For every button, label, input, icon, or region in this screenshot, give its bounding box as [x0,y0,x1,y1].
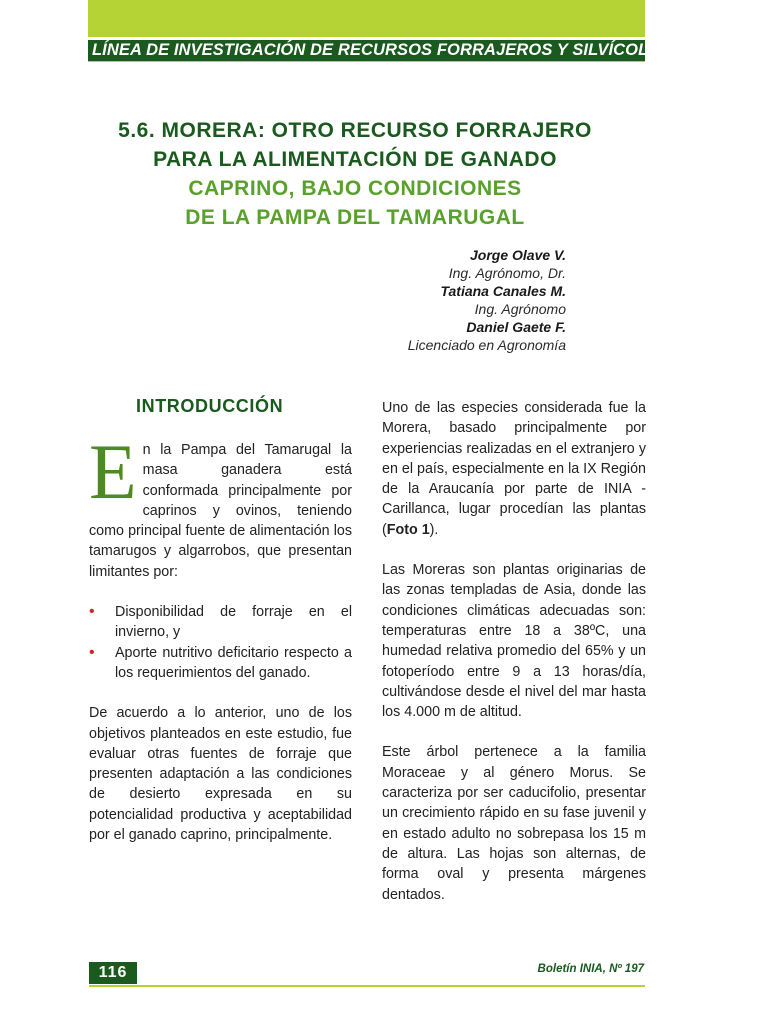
publication-name: Boletín INIA, Nº 197 [537,963,644,975]
photo-reference: Foto 1 [386,521,430,538]
author-credential: Ing. Agrónomo [474,301,566,317]
author-list [408,246,566,354]
paragraph-gap [382,722,646,742]
title-line-4: DE LA PAMPA DEL TAMARUGAL [185,206,525,229]
bullet-icon: • [89,603,95,621]
drop-cap: E [89,428,137,515]
footer-rule [89,985,645,987]
author-name: Jorge Olave V. [470,247,566,263]
title-line-2: PARA LA ALIMENTACIÓN DE GANADO [153,148,557,171]
list-item-text: Disponibilidad de forraje en el invierno, y [115,604,352,641]
limitations-list [89,602,352,683]
page-number: 116 [89,962,137,984]
author-name: Tatiana Canales M. [440,283,566,299]
author-name: Daniel Gaete F. [466,319,566,335]
list-item [89,602,352,643]
article-title [60,116,650,232]
author-credential: Ing. Agrónomo, Dr. [448,265,566,281]
list-item-text: Aporte nutritivo deficitario respecto a los requerimientos del ganado. [115,644,352,681]
section-label: LÍNEA DE INVESTIGACIÓN DE RECURSOS FORRAJEROS Y SILVÍCOLA [92,41,661,59]
species-paragraph-text: Uno de las especies considerada fue la Morera, basado principalmente por experiencias realizadas en el extranjero y en el país, especialmente en la IX Región de la Araucanía por parte de INIA - Carillanca, lugar procedían las plantas ( [382,400,646,538]
title-line-1: 5.6. MORERA: OTRO RECURSO FORRAJERO [118,119,592,142]
bullet-icon: • [89,643,95,661]
intro-paragraph [89,428,352,582]
left-column [89,428,352,845]
list-item [89,643,352,684]
climate-paragraph: Las Moreras son plantas originarias de las zonas templadas de Asia, donde las condiciones climáticas adecuadas son: temperaturas entre 18 a 38ºC, una humedad relativa promedio del 65% y un fotoperíodo entre 9 a 13 horas/día, cultivándose desde el nivel del mar hasta los 4.000 m de altitud. [382,562,646,721]
right-column [382,398,646,905]
objectives-paragraph: De acuerdo a lo anterior, uno de los objetivos planteados en este estudio, fue evaluar otras fuentes de forraje que presenten adaptación a las condiciones de desierto expresada en su potencialidad productiva y aceptabilidad por el ganado caprino, principalmente. [89,705,352,844]
intro-paragraph-text: n la Pampa del Tamarugal la masa ganadera está conformada principalmente por caprinos y ovinos, teniendo como principal fuente de alimentación los tamarugos y algarrobos, que presentan limitantes por: [89,442,352,580]
botany-paragraph: Este árbol pertenece a la familia Moraceae y al género Morus. Se caracteriza por ser caducifolio, presentar un crecimiento rápido en su fase juvenil y en estado adulto no sobrepasa los 15 m de altura. Las hojas son alternas, de forma oval y presenta márgenes dentados. [382,744,646,903]
paragraph-gap [382,540,646,560]
intro-heading: INTRODUCCIÓN [136,396,284,416]
species-paragraph-end: ). [429,521,439,538]
title-line-3: CAPRINO, BAJO CONDICIONES [188,177,522,200]
author-credential: Licenciado en Agronomía [407,337,566,353]
species-paragraph [382,398,646,540]
